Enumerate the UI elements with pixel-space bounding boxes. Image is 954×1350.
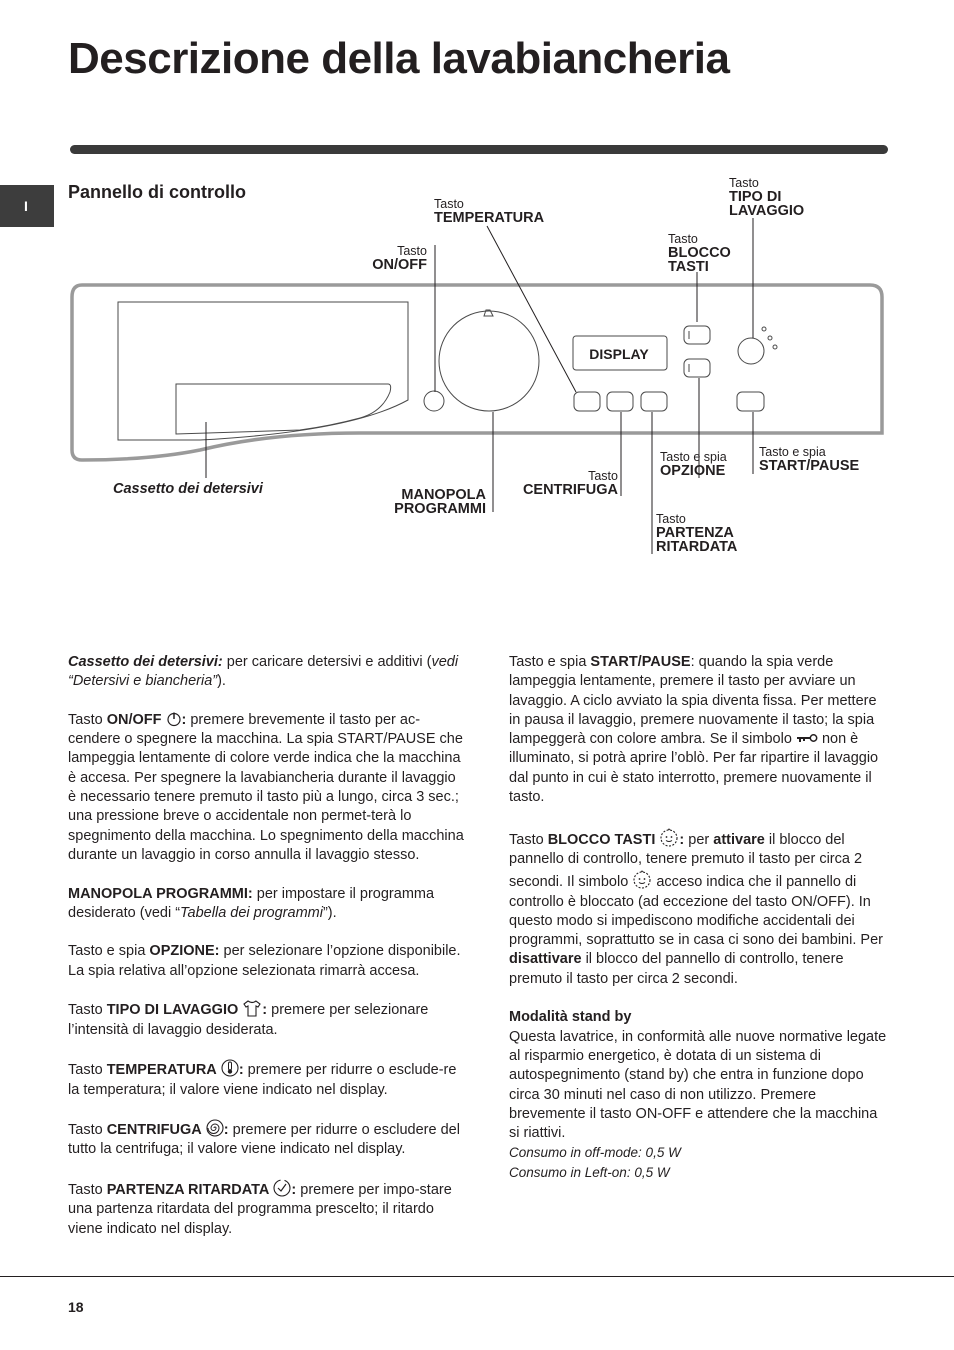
shirt-icon xyxy=(242,1000,262,1017)
paragraph-start-pause: Tasto e spia START/PAUSE: quando la spia verde lampeggia lentamente, premere il tasto per avviare un lavaggio. A ciclo avviato la spia diventa fissa. Per mettere in pausa il lavaggio, premere nuovamente il tasto; la spia lampeggerà con colore ambra. Se il simbolo non è illuminato, si potrà aprire l’oblò. Per far ripartire il lavaggio dal punto in cui è stato interrotto, premere nuovamente il tasto. xyxy=(509,654,879,806)
label-onoff: Tasto ON/OFF xyxy=(372,244,427,273)
blocco-button xyxy=(684,326,710,344)
paragraph-onoff: Tasto ON/OFF : premere brevemente il tasto per ac-cendere o spegnere la macchina. La spia START/PAUSE che lampeggia lentamente di colore verde indica che la macchina è accesa. Per spegnere la lavabiancheria durante il lavaggio è necessario tenere premuto il tasto più a lungo, circa 3 sec.; una pressione breve o accidentale non permet-terà lo spegnimento della macchina. Lo spegnimento della macchina durante un lavaggio in corso annulla il lavaggio stesso. xyxy=(68,711,464,863)
label-centrifuga: Tasto CENTRIFUGA xyxy=(522,469,618,498)
paragraph-partenza: Tasto PARTENZA RITARDATA : premere per impo-stare una partenza ritardata del programma prescelto; il ritardo viene indicato nel display. xyxy=(68,1179,464,1239)
page-number: 18 xyxy=(68,1299,84,1315)
label-cassetto: Cassetto dei detersivi xyxy=(113,481,263,497)
label-partenza: Tasto PARTENZA RITARDATA xyxy=(656,512,738,555)
left-column xyxy=(68,653,464,1239)
paragraph-tipo-lavaggio: Tasto TIPO DI LAVAGGIO : premere per selezionare l’intensità di lavaggio desiderata. xyxy=(68,1002,429,1038)
paragraph-temperatura: Tasto TEMPERATURA : premere per ridurre o esclude-re la temperatura; il valore viene indicato nel display. xyxy=(68,1059,464,1100)
paragraph-opzione: Tasto e spia OPZIONE: per selezionare l’opzione disponibile. La spia relativa all’opzione selezionata rimarrà accesa. xyxy=(68,943,461,979)
section-title: Pannello di controllo xyxy=(68,182,247,202)
right-column xyxy=(509,653,887,1182)
display-label: DISPLAY xyxy=(589,346,649,362)
child-lock-icon xyxy=(659,827,679,847)
label-opzione: Tasto e spia OPZIONE xyxy=(660,450,727,479)
start-pause-button xyxy=(737,392,764,411)
child-lock-icon-inline xyxy=(632,869,652,889)
spin-icon xyxy=(206,1119,224,1137)
opzione-button xyxy=(684,359,710,377)
footer-divider xyxy=(0,1276,954,1277)
label-start-pause: Tasto e spia START/PAUSE xyxy=(759,445,860,474)
tipo-lavaggio-button xyxy=(738,338,764,364)
thermometer-icon xyxy=(221,1059,239,1077)
label-tipo-lavaggio: Tasto TIPO DI LAVAGGIO xyxy=(729,176,805,219)
temperatura-button xyxy=(574,392,600,411)
drawer-handle xyxy=(176,384,391,434)
key-icon xyxy=(796,732,818,744)
paragraph-standby: Modalità stand by Questa lavatrice, in conformità alle nuove normative legate al risparmio energetico, è dotata di un sistema di autospegnimento (stand by) che entra in funzione dopo circa 30 minuti nel caso di non utilizzo. Premere brevemente il tasto ON-OFF e attendere che la macchina si riattivi. Consumo in off-mode: 0,5 W Consumo in Left-on: 0,5 W xyxy=(509,1009,887,1180)
onoff-button xyxy=(424,391,444,411)
partenza-button xyxy=(641,392,667,411)
control-panel-diagram xyxy=(0,0,954,620)
program-knob xyxy=(439,311,539,411)
label-manopola: MANOPOLA PROGRAMMI xyxy=(394,487,486,517)
delay-clock-icon xyxy=(273,1179,291,1197)
paragraph-blocco-tasti: Tasto BLOCCO TASTI : per attivare il blocco del pannello di controllo, tenere premuto il tasto per circa 2 secondi. Il simbolo acceso indica che il pannello di controllo è bloccato (ad eccezione del tasto ON/OFF). In questo modo si impediscono modifiche accidentali dei programmi, soprattutto se in casa ci sono dei bambini. Per disattivare il blocco del pannello di controllo, tenere premuto il tasto per circa 2 secondi. xyxy=(509,827,887,989)
page-title: Descrizione della lavabiancheria xyxy=(68,34,730,83)
label-blocco-tasti: Tasto BLOCCO TASTI xyxy=(668,232,731,275)
drawer-outline xyxy=(118,302,408,440)
label-temperatura: Tasto TEMPERATURA xyxy=(434,197,545,226)
paragraph-centrifuga: Tasto CENTRIFUGA : premere per ridurre o escludere del tutto la centrifuga; il valore viene indicato nel display. xyxy=(68,1119,464,1160)
power-icon xyxy=(166,711,182,727)
centrifuga-button xyxy=(607,392,633,411)
paragraph-manopola: MANOPOLA PROGRAMMI: per impostare il programma desiderato (vedi “Tabella dei programmi”). xyxy=(68,885,435,921)
paragraph-cassetto: Cassetto dei detersivi: per caricare detersivi e additivi (vedi “Detersivi e biancheria”). xyxy=(68,654,459,690)
language-tab: I xyxy=(0,185,54,227)
